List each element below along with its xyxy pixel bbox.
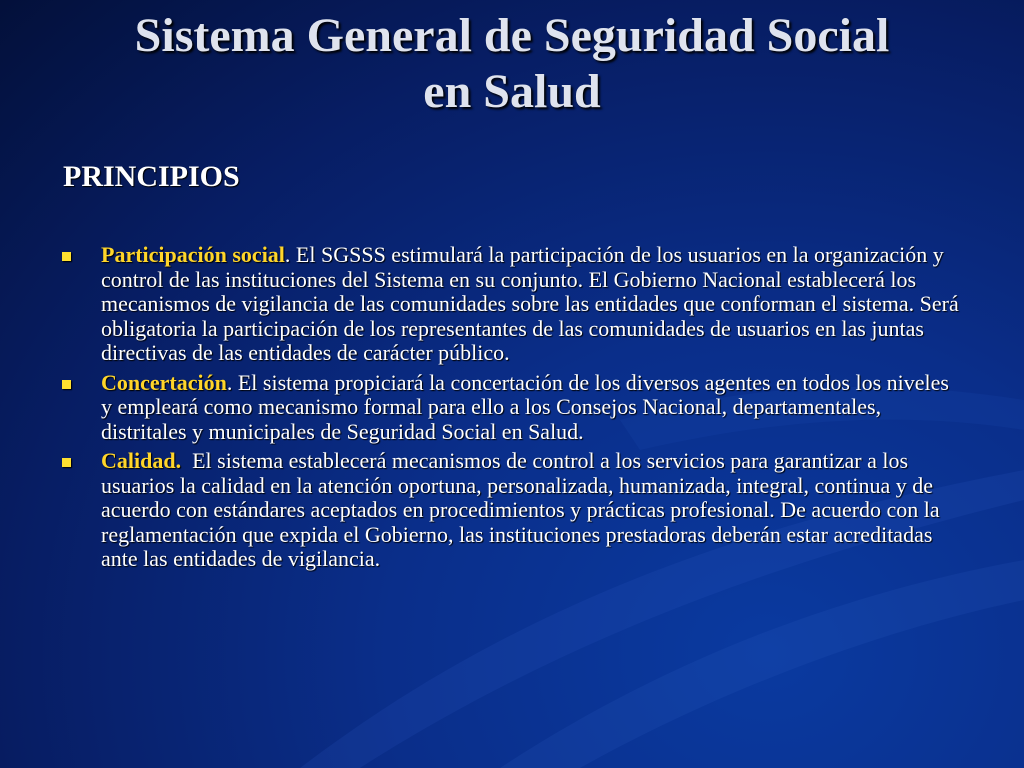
- slide-title-line-2: en Salud: [423, 65, 601, 118]
- principle-term: Participación social: [101, 242, 285, 267]
- principle-term: Calidad.: [101, 448, 182, 473]
- slide-title-line-1: Sistema General de Seguridad Social: [134, 9, 890, 62]
- bullet-square-icon: [62, 458, 71, 467]
- section-heading: PRINCIPIOS: [63, 160, 240, 193]
- principle-text: El sistema establecerá mecanismos de control a los servicios para garantizar a los usuarios la calidad en la atención oportuna, personalizada, humanizada, integral, continua y de acuerdo con estándares aceptados en procedimientos y prácticas profesional. De acuerdo con la reglamentación que expida el Gobierno, las instituciones prestadoras deberán estar acreditadas ante las entidades de vigilancia.: [101, 448, 946, 571]
- principle-item-participacion: [62, 243, 962, 366]
- principle-term: Concertación: [101, 369, 227, 395]
- principle-text: . El sistema propiciará la concertación de los diversos agentes en todos los niveles y empleará como mecanismo formal para ello a los Consejos Nacional, departamentales, distritales y municipales de Seguridad Social en Salud.: [101, 369, 949, 444]
- slide-title: [0, 8, 1024, 120]
- bullet-square-icon: [62, 252, 71, 261]
- principle-text: . El SGSSS estimulará la participación de los usuarios en la organización y control de las instituciones del Sistema en su conjunto. El Gobierno Nacional establecerá los mecanismos de vigilancia de las comunidades sobre las entidades que conforman el sistema. Será obligatoria la participación de los representantes de las comunidades de usuarios en las juntas directivas de las entidades de carácter público.: [101, 242, 959, 365]
- principle-item-concertacion: [62, 371, 962, 445]
- bullet-square-icon: [62, 380, 71, 389]
- principles-list: [62, 243, 962, 572]
- principle-item-calidad: [62, 449, 962, 572]
